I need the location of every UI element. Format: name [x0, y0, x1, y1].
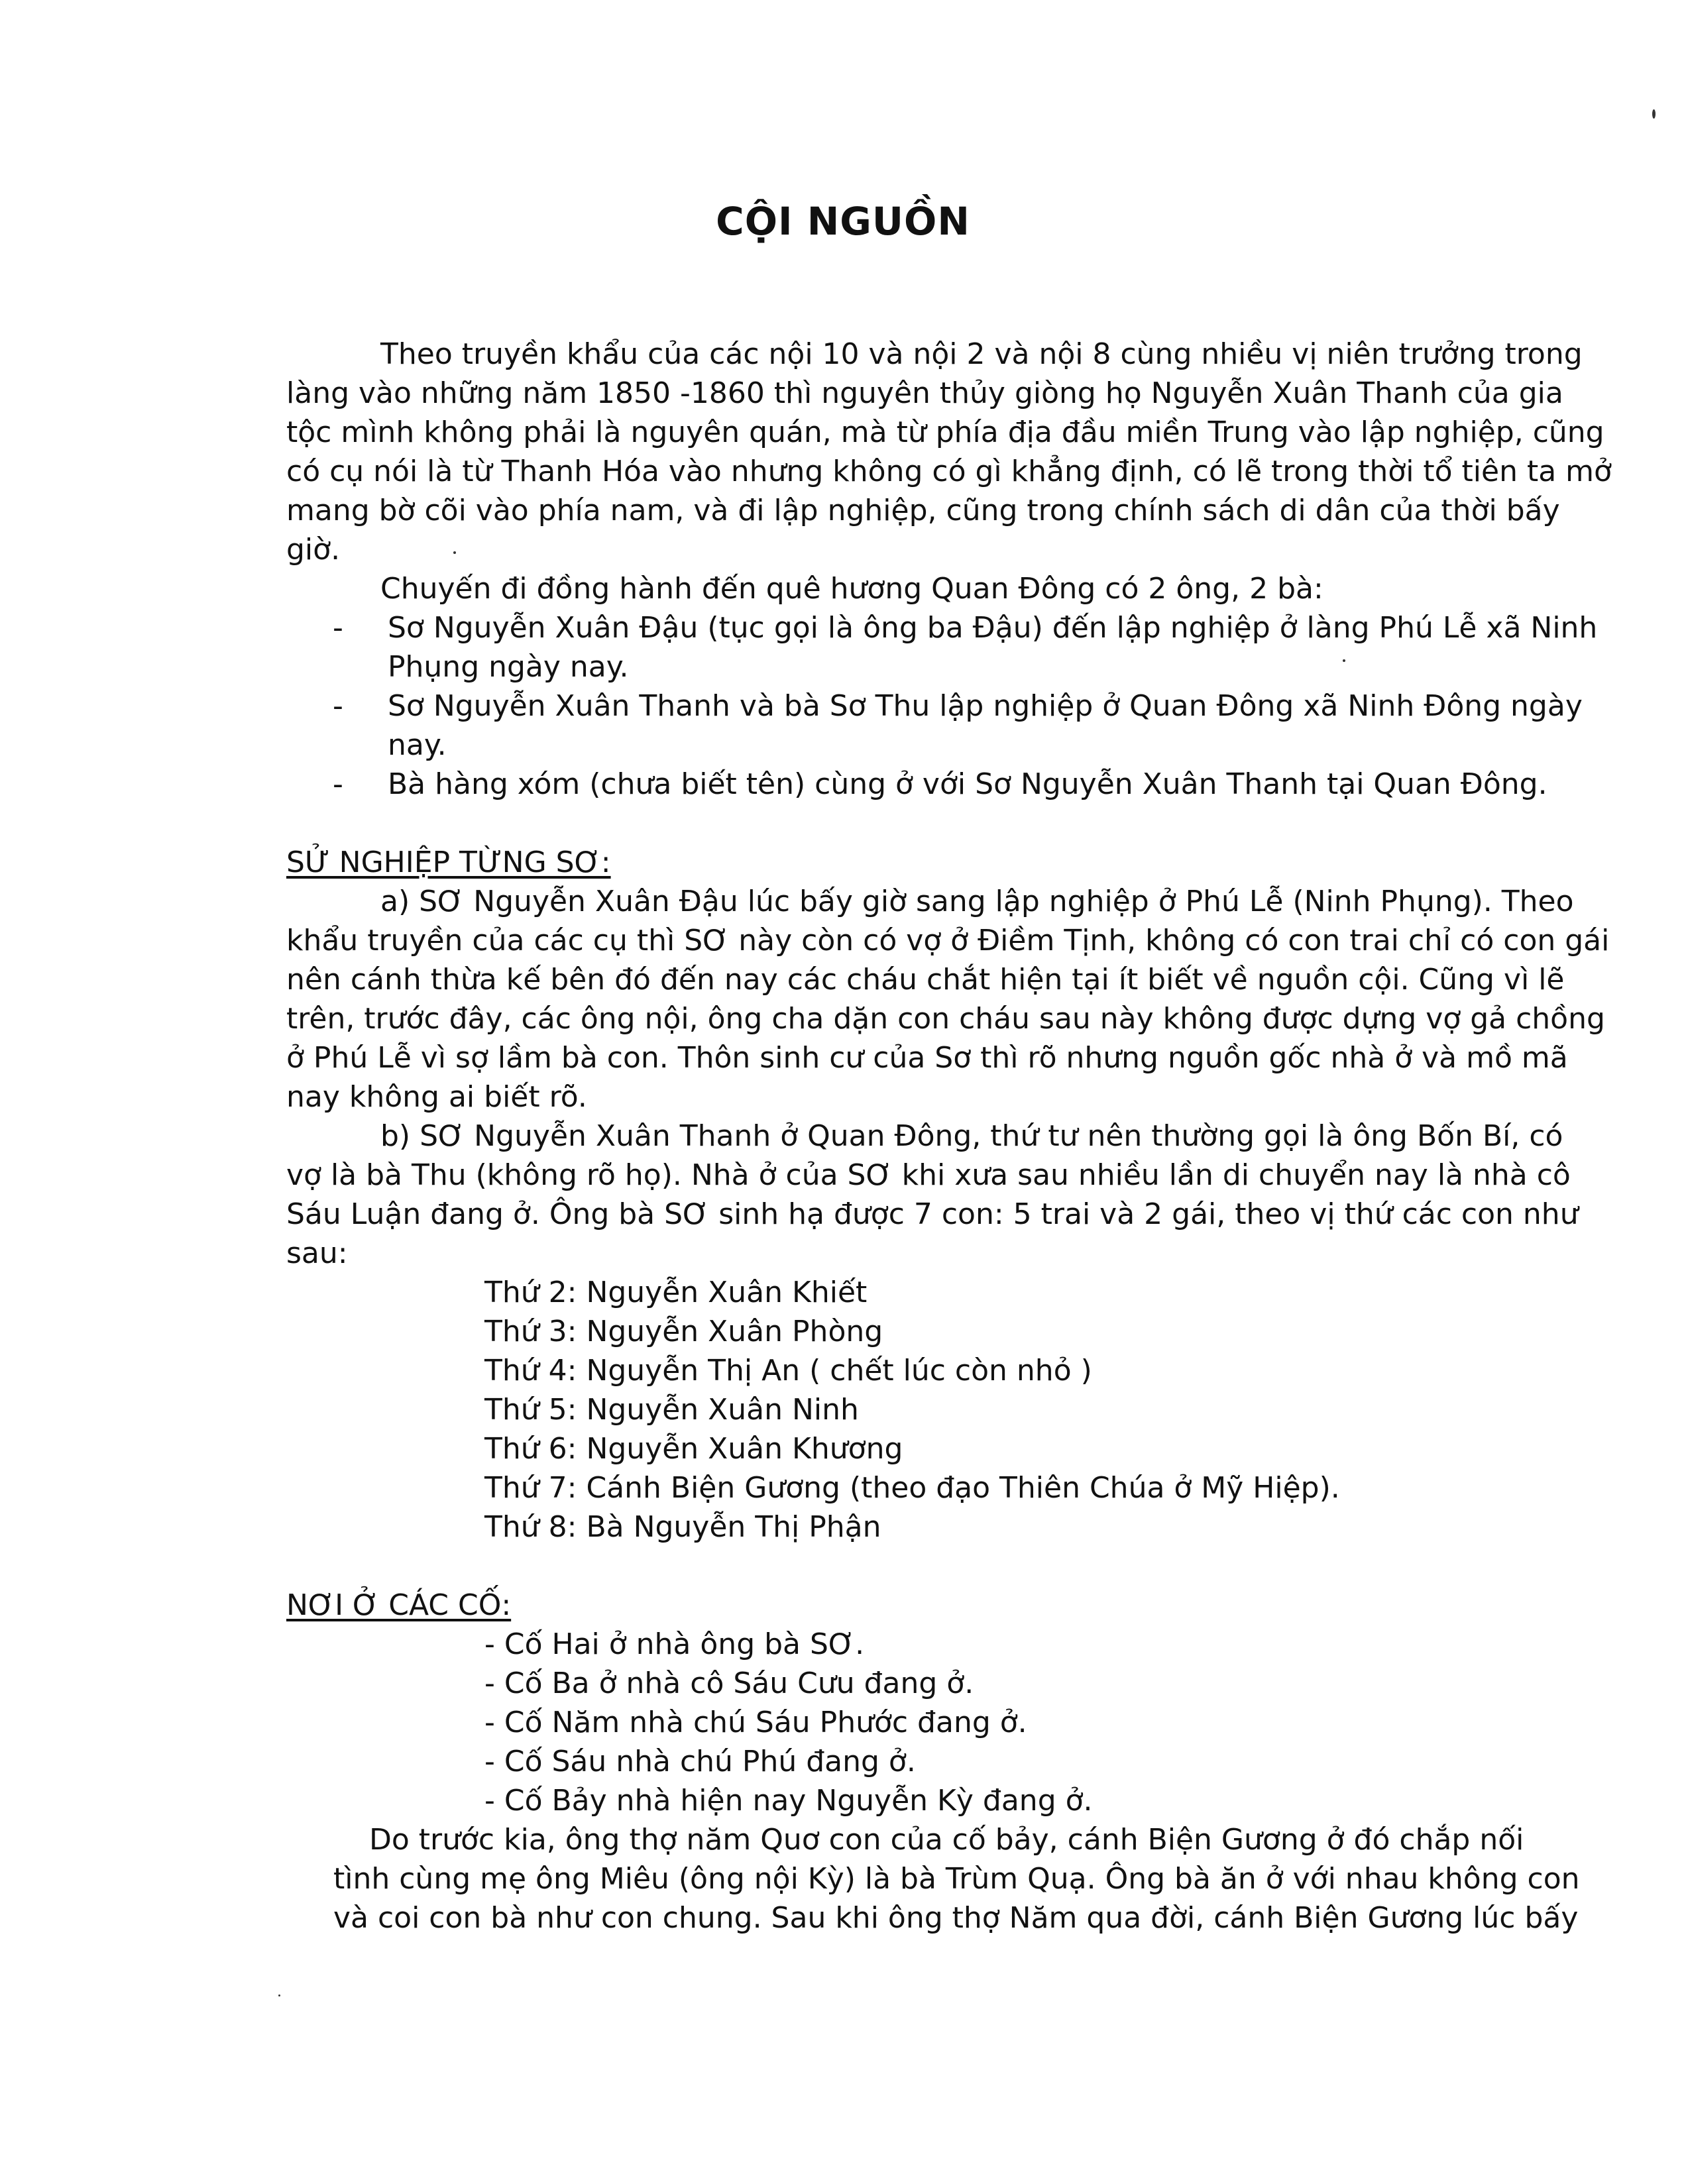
intro-line: giờ. [286, 533, 341, 567]
section-heading: SỬ NGHIỆP TỪNG SƠ: [286, 846, 611, 879]
bullet-line: Bà hàng xóm (chưa biết tên) cùng ở với Sơ Nguyễn Xuân Thanh tại Quan Đông. [388, 767, 1547, 801]
intro-line: có cụ nói là từ Thanh Hóa vào nhưng không có gì khẳng định, có lẽ trong thời tổ tiên ta mở [286, 455, 1612, 488]
child-item: Thứ 7: Cánh Biện Gương (theo đạo Thiên Chúa ở Mỹ Hiệp). [484, 1471, 1340, 1505]
bullet-line: Sơ Nguyễn Xuân Đậu (tục gọi là ông ba Đậu) đến lập nghiệp ở làng Phú Lễ xã Ninh [388, 611, 1598, 645]
bullet-dash: - [333, 689, 343, 723]
bullet-line: Phụng ngày nay. [388, 650, 629, 684]
bullet-dash: - [333, 767, 343, 801]
closing-line: và coi con bà như con chung. Sau khi ông thợ Năm qua đời, cánh Biện Gương lúc bấy [333, 1901, 1579, 1935]
para-b-line: b) SƠ Nguyễn Xuân Thanh ở Quan Đông, thứ tư nên thường gọi là ông Bốn Bí, có [380, 1119, 1563, 1153]
para-a-line: khẩu truyền của các cụ thì SƠ này còn có vợ ở Điềm Tịnh, không có con trai chỉ có con gái [286, 924, 1610, 957]
para-b-line: vợ là bà Thu (không rõ họ). Nhà ở của SƠ khi xưa sau nhiều lần di chuyển nay là nhà cô [286, 1158, 1571, 1192]
bullet-line: nay. [388, 728, 447, 762]
scan-speck [1652, 109, 1656, 119]
para-a-line: ở Phú Lễ vì sợ lầm bà con. Thôn sinh cư của Sơ thì rõ nhưng nguồn gốc nhà ở và mồ mã [286, 1041, 1568, 1075]
child-item: Thứ 4: Nguyễn Thị An ( chết lúc còn nhỏ ) [484, 1354, 1092, 1388]
section-heading: NƠI Ở CÁC CỐ: [286, 1588, 512, 1622]
para-a-line: trên, trước đây, các ông nội, ông cha dặn con cháu sau này không được dựng vợ gả chồng [286, 1002, 1605, 1036]
child-item: Thứ 6: Nguyễn Xuân Khương [484, 1432, 903, 1466]
child-item: Thứ 8: Bà Nguyễn Thị Phận [484, 1510, 881, 1544]
para-b-line: sau: [286, 1236, 348, 1270]
intro-line: mang bờ cõi vào phía nam, và đi lập nghiệp, cũng trong chính sách di dân của thời bấy [286, 494, 1560, 527]
residence-item: - Cố Ba ở nhà cô Sáu Cưu đang ở. [484, 1666, 974, 1700]
para-a-line: nay không ai biết rõ. [286, 1080, 587, 1114]
residence-item: - Cố Hai ở nhà ông bà SƠ. [484, 1627, 865, 1661]
page-title: CỘI NGUỒN [716, 199, 970, 244]
scan-speck [1343, 659, 1345, 662]
child-item: Thứ 2: Nguyễn Xuân Khiết [484, 1276, 868, 1309]
child-item: Thứ 3: Nguyễn Xuân Phòng [484, 1315, 883, 1348]
closing-line: tình cùng mẹ ông Miêu (ông nội Kỳ) là bà Trùm Quạ. Ông bà ăn ở với nhau không con [333, 1862, 1580, 1896]
bullet-line: Sơ Nguyễn Xuân Thanh và bà Sơ Thu lập nghiệp ở Quan Đông xã Ninh Đông ngày [388, 689, 1583, 723]
intro-line: làng vào những năm 1850 -1860 thì nguyên thủy giòng họ Nguyễn Xuân Thanh của gia [286, 376, 1563, 410]
residence-item: - Cố Bảy nhà hiện nay Nguyễn Kỳ đang ở. [484, 1784, 1093, 1818]
scan-speck [278, 1994, 280, 1996]
child-item: Thứ 5: Nguyễn Xuân Ninh [484, 1393, 859, 1427]
residence-item: - Cố Năm nhà chú Sáu Phước đang ở. [484, 1706, 1027, 1739]
intro-line: Theo truyền khẩu của các nội 10 và nội 2 và nội 8 cùng nhiều vị niên trưởng trong [380, 337, 1583, 371]
residence-item: - Cố Sáu nhà chú Phú đang ở. [484, 1745, 916, 1778]
scan-speck [453, 551, 456, 554]
journey-line: Chuyến đi đồng hành đến quê hương Quan Đông có 2 ông, 2 bà: [380, 572, 1323, 606]
bullet-dash: - [333, 611, 343, 645]
intro-line: tộc mình không phải là nguyên quán, mà từ phía địa đầu miền Trung vào lập nghiệp, cũng [286, 415, 1604, 449]
para-b-line: Sáu Luận đang ở. Ông bà SƠ sinh hạ được 7 con: 5 trai và 2 gái, theo vị thứ các con như [286, 1197, 1579, 1231]
closing-line: Do trước kia, ông thợ năm Quơ con của cố bảy, cánh Biện Gương ở đó chắp nối [369, 1823, 1524, 1857]
para-a-line: nên cánh thừa kế bên đó đến nay các cháu chắt hiện tại ít biết về nguồn cội. Cũng vì lẽ [286, 963, 1565, 997]
para-a-line: a) SƠ Nguyễn Xuân Đậu lúc bấy giờ sang lập nghiệp ở Phú Lễ (Ninh Phụng). Theo [380, 885, 1574, 918]
